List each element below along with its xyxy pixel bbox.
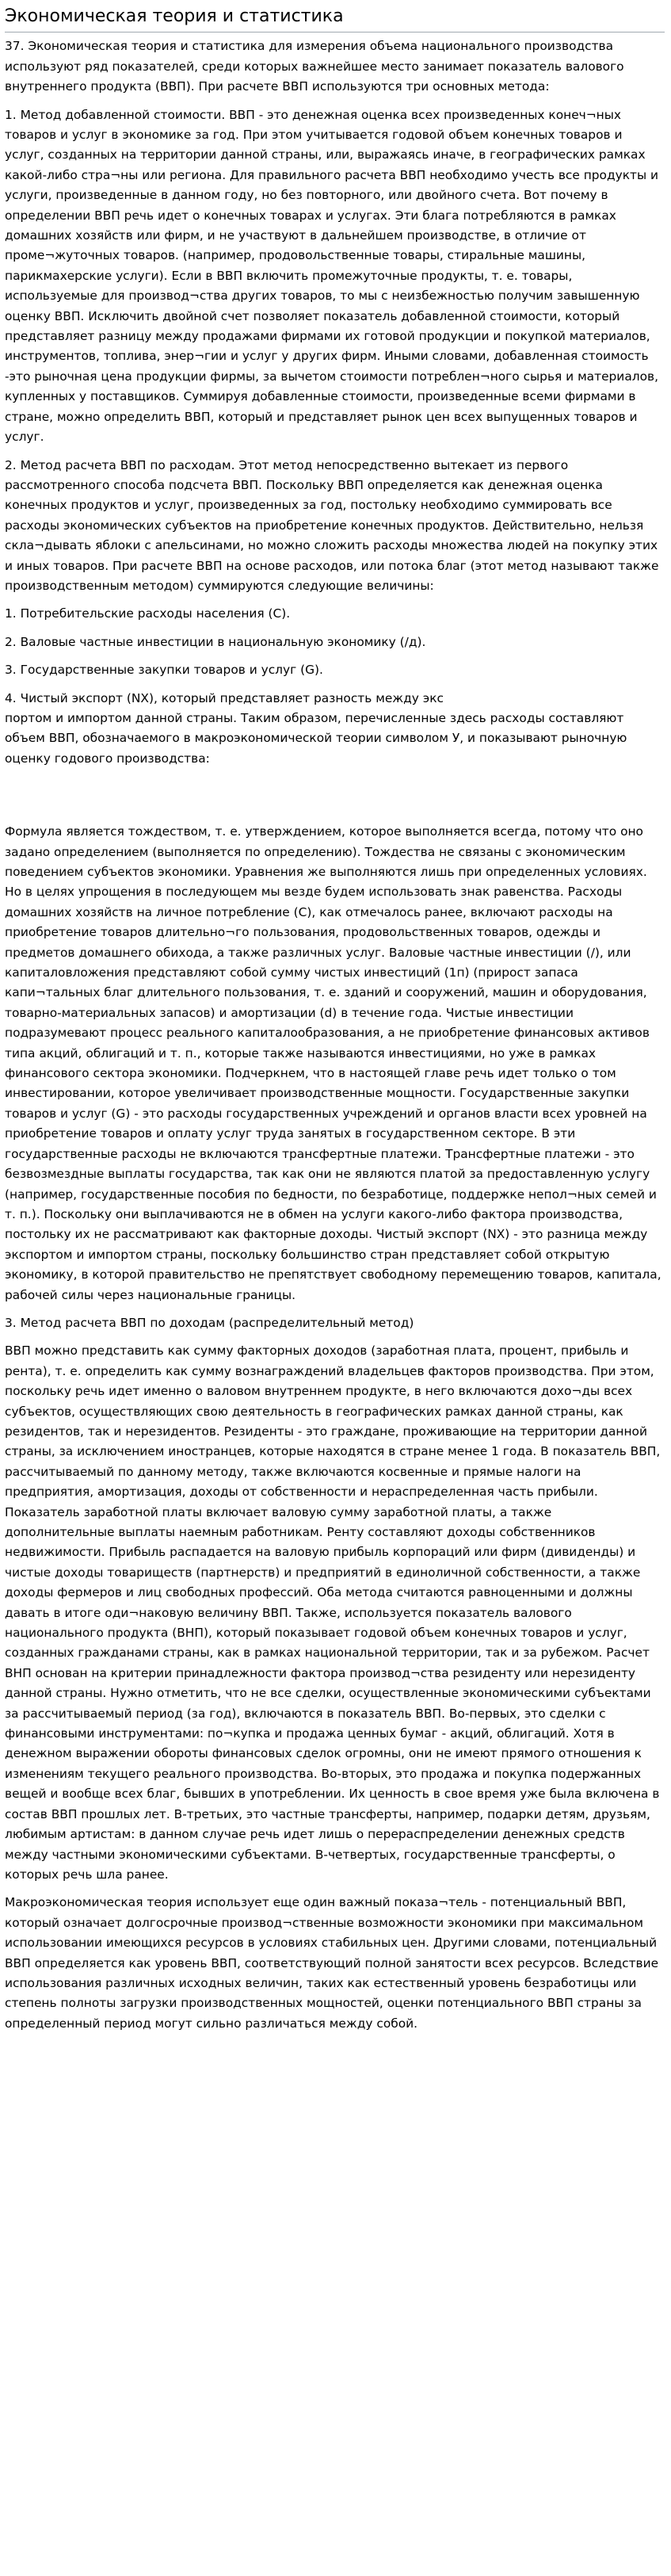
formula-explanation-paragraph: Формула является тождеством, т. е. утверждением, которое выполняется всегда, потому что оно задано определением (выполняется по определению). Тождества не связаны с экономическим поведением субъектов экономики. Уравнения же выполняются лишь при определенных условиях. Но в целях упрощения в последующем мы везде будем использовать знак равенства. Расходы домашних хозяйств на личное потребление (С), как отмечалось ранее, включают расходы на приобретение товаров длительно¬го пользования, продовольственных товаров, одежды и предметов домашнего обихода, а также различных услуг. Валовые частные инвестиции (/), или капиталовложения представляют собой сумму чистых инвестиций (1п) (прирост запаса капи¬тальных благ длительного пользования, т. е. зданий и сооружений, машин и оборудования, товарно-материальных запасов) и амортизации (d) в течение года. Чистые инвестиции подразумевают процесс реального капиталообразования, а не приобретение финансовых активов типа акций, облигаций и т. п., которые также называются инвестициями, но уже в рамках финансового сектора экономики. Подчеркнем, что в настоящей главе речь идет только о том инвестировании, которое увеличивает производственные мощности. Государственные закупки товаров и услуг (G) - это расходы государственных учреждений и органов власти всех уровней на приобретение товаров и оплату услуг труда занятых в государственном секторе. В эти государственные расходы не включаются трансфертные платежи. Трансфертные платежи - это безвозмездные выплаты государства, так как они не являются платой за предоставленную услугу (например, государственные пособия по бедности, по безработице, поддержке непол¬ных семей и т. п.). Поскольку они выплачиваются не в обмен на услуги какого-либо фактора производства, постольку их не рассматривают как факторные доходы. Чистый экспорт (NX) - это разница между экспортом и импортом страны, поскольку большинство стран представляет собой открытую экономику, в которой правительство не препятствует свободному перемещению товаров, капитала, рабочей силы через национальные границы. — [5, 824, 661, 1302]
method-income-paragraph: ВВП можно представить как сумму факторных доходов (заработная плата, процент, прибыль и рента), т. е. определить как сумму вознаграждений владельцев факторов производства. При этом, поскольку речь идет именно о валовом внутреннем продукте, в него включаются дохо¬ды всех субъектов, осуществляющих свою деятельность в географических рамках данной страны, как резидентов, так и нерезидентов. Резиденты - это граждане, проживающие на территории данной страны, за исключением иностранцев, которые находятся в стране менее 1 года. В показатель ВВП, рассчитываемый по данному методу, также включаются косвенные и прямые налоги на предприятия, амортизация, доходы от собственности и нераспределенная часть прибыли. Показатель заработной платы включает валовую сумму заработной платы, а также дополнительные выплаты наемным работникам. Ренту составляют доходы собственников недвижимости. Прибыль распадается на валовую прибыль корпораций или фирм (дивиденды) и чистые доходы товариществ (партнерств) и предприятий в единоличной собственности, а также доходы фермеров и лиц свободных профессий. Оба метода считаются равноценными и должны давать в итоге оди¬наковую величину ВВП. Также, используется показатель валового национального продукта (ВНП), который показывает годовой объем конечных товаров и услуг, созданных гражданами страны, как в рамках национальной территории, так и за рубежом. Расчет ВНП основан на критерии принадлежности фактора производ¬ства резиденту или нерезиденту данной страны. Нужно отметить, что не все сделки, осуществленные экономическими субъектами за рассчитываемый период (за год), включаются в показатель ВВП. Во-первых, это сделки с финансовыми инструментами: по¬купка и продажа ценных бумаг - акций, облигаций. Хотя в денежном выражении обороты финансовых сделок огромны, они не имеют прямого отношения к изменениям текущего реального производства. Во-вторых, это продажа и покупка подержанных вещей и вообще всех благ, бывших в употреблении. Их ценность в свое время уже была включена в состав ВВП прошлых лет. В-третьих, это частные трансферты, например, подарки детям, друзьям, любимым артистам: в данном случае речь идет лишь о перераспределении денежных средств между частными экономическими субъектами. В-четвертых, государственные трансферты, о которых речь шла ранее. — [5, 1343, 661, 1882]
method-value-added-paragraph: 1. Метод добавленной стоимости. ВВП - это денежная оценка всех произведенных конеч¬ных товаров и услуг в экономике за год. При этом учитывается годовой объем конечных товаров и услуг, созданных на территории данной страны, или, выражаясь иначе, в географических рамках какой-либо стра¬ны или региона. Для правильного расчета ВВП необходимо учесть все продукты и услуги, произведенные в данном году, но без повторного, или двойного счета. Вот почему в определении ВВП речь идет о конечных товарах и услугах. Эти блага потребляются в рамках домашних хозяйств или фирм, и не участвуют в дальнейшем производстве, в отличие от проме¬жуточных товаров. (например, продовольственные товары, стиральные машины, парикмахерские услуги). Если в ВВП включить промежуточные продукты, т. е. товары, используемые для производ¬ства других товаров, то мы с неизбежностью получим завышенную оценку ВВП. Исключить двойной счет позволяет показатель добавленной стоимости, который представляет разницу между продажами фирмами их готовой продукции и покупкой материалов, инструментов, топлива, энер¬гии и услуг у других фирм. Иными словами, добавленная стоимость -это рыночная цена продукции фирмы, за вычетом стоимости потреблен¬ного сырья и материалов, купленных у поставщиков. Суммируя добавленные стоимости, произведенные всеми фирмами в стране, можно определить ВВП, который и представляет рынок цен всех выпущенных товаров и услуг. — [5, 107, 659, 445]
expenditure-summary-paragraph: портом и импортом данной страны. Таким образом, перечисленные здесь расходы составляют объем ВВП, обозначаемого в макроэкономической теории символом У, и показывают рыночную оценку годового производства: — [5, 710, 627, 766]
list-item-government: 3. Государственные закупки товаров и услуг (G). — [5, 663, 323, 678]
intro-paragraph: 37. Экономическая теория и статистика для измерения объема национального производства используют ряд показателей, среди которых важнейшее место занимает показатель валового внутреннего продукта (ВВП). При расчете ВВП используются три основных метода: — [5, 39, 624, 94]
page-title: Экономическая теория и статистика — [5, 2, 665, 32]
list-item-investment: 2. Валовые частные инвестиции в национальную экономику (/д). — [5, 634, 426, 649]
formula-placeholder — [5, 777, 665, 818]
list-item-consumption: 1. Потребительские расходы населения (С). — [5, 606, 291, 621]
method-income-heading: 3. Метод расчета ВВП по доходам (распределительный метод) — [5, 1315, 414, 1330]
method-expenditure-paragraph: 2. Метод расчета ВВП по расходам. Этот метод непосредственно вытекает из первого рассмотренного способа подсчета ВВП. Поскольку ВВП определяется как денежная оценка конечных продуктов и услуг, произведенных за год, постольку необходимо суммировать все расходы экономических субъектов на приобретение конечных продуктов. Действительно, нельзя скла¬дывать яблоки с апельсинами, но можно сложить расходы множества людей на покупку этих и иных товаров. При расчете ВВП на основе расходов, или потока благ (этот метод называют также производственным методом) суммируются следующие величины: — [5, 457, 659, 593]
potential-gdp-paragraph: Макроэкономическая теория использует еще один важный показа¬тель - потенциальный ВВП, который означает долгосрочные производ¬ственные возможности экономики при максимальном использовании имеющихся ресурсов в условиях стабильных цен. Другими словами, потенциальный ВВП определяется как уровень ВВП, соответствующий полной занятости всех ресурсов. Вследствие использования различных исходных величин, таких как естественный уровень безработицы или степень полноты загрузки производственных мощностей, оценки потенциального ВВП страны за определенный период могут сильно различаться между собой. — [5, 1895, 659, 2031]
list-item-net-exports: 4. Чистый экспорт (NX), который представляет разность между экс — [5, 690, 444, 705]
